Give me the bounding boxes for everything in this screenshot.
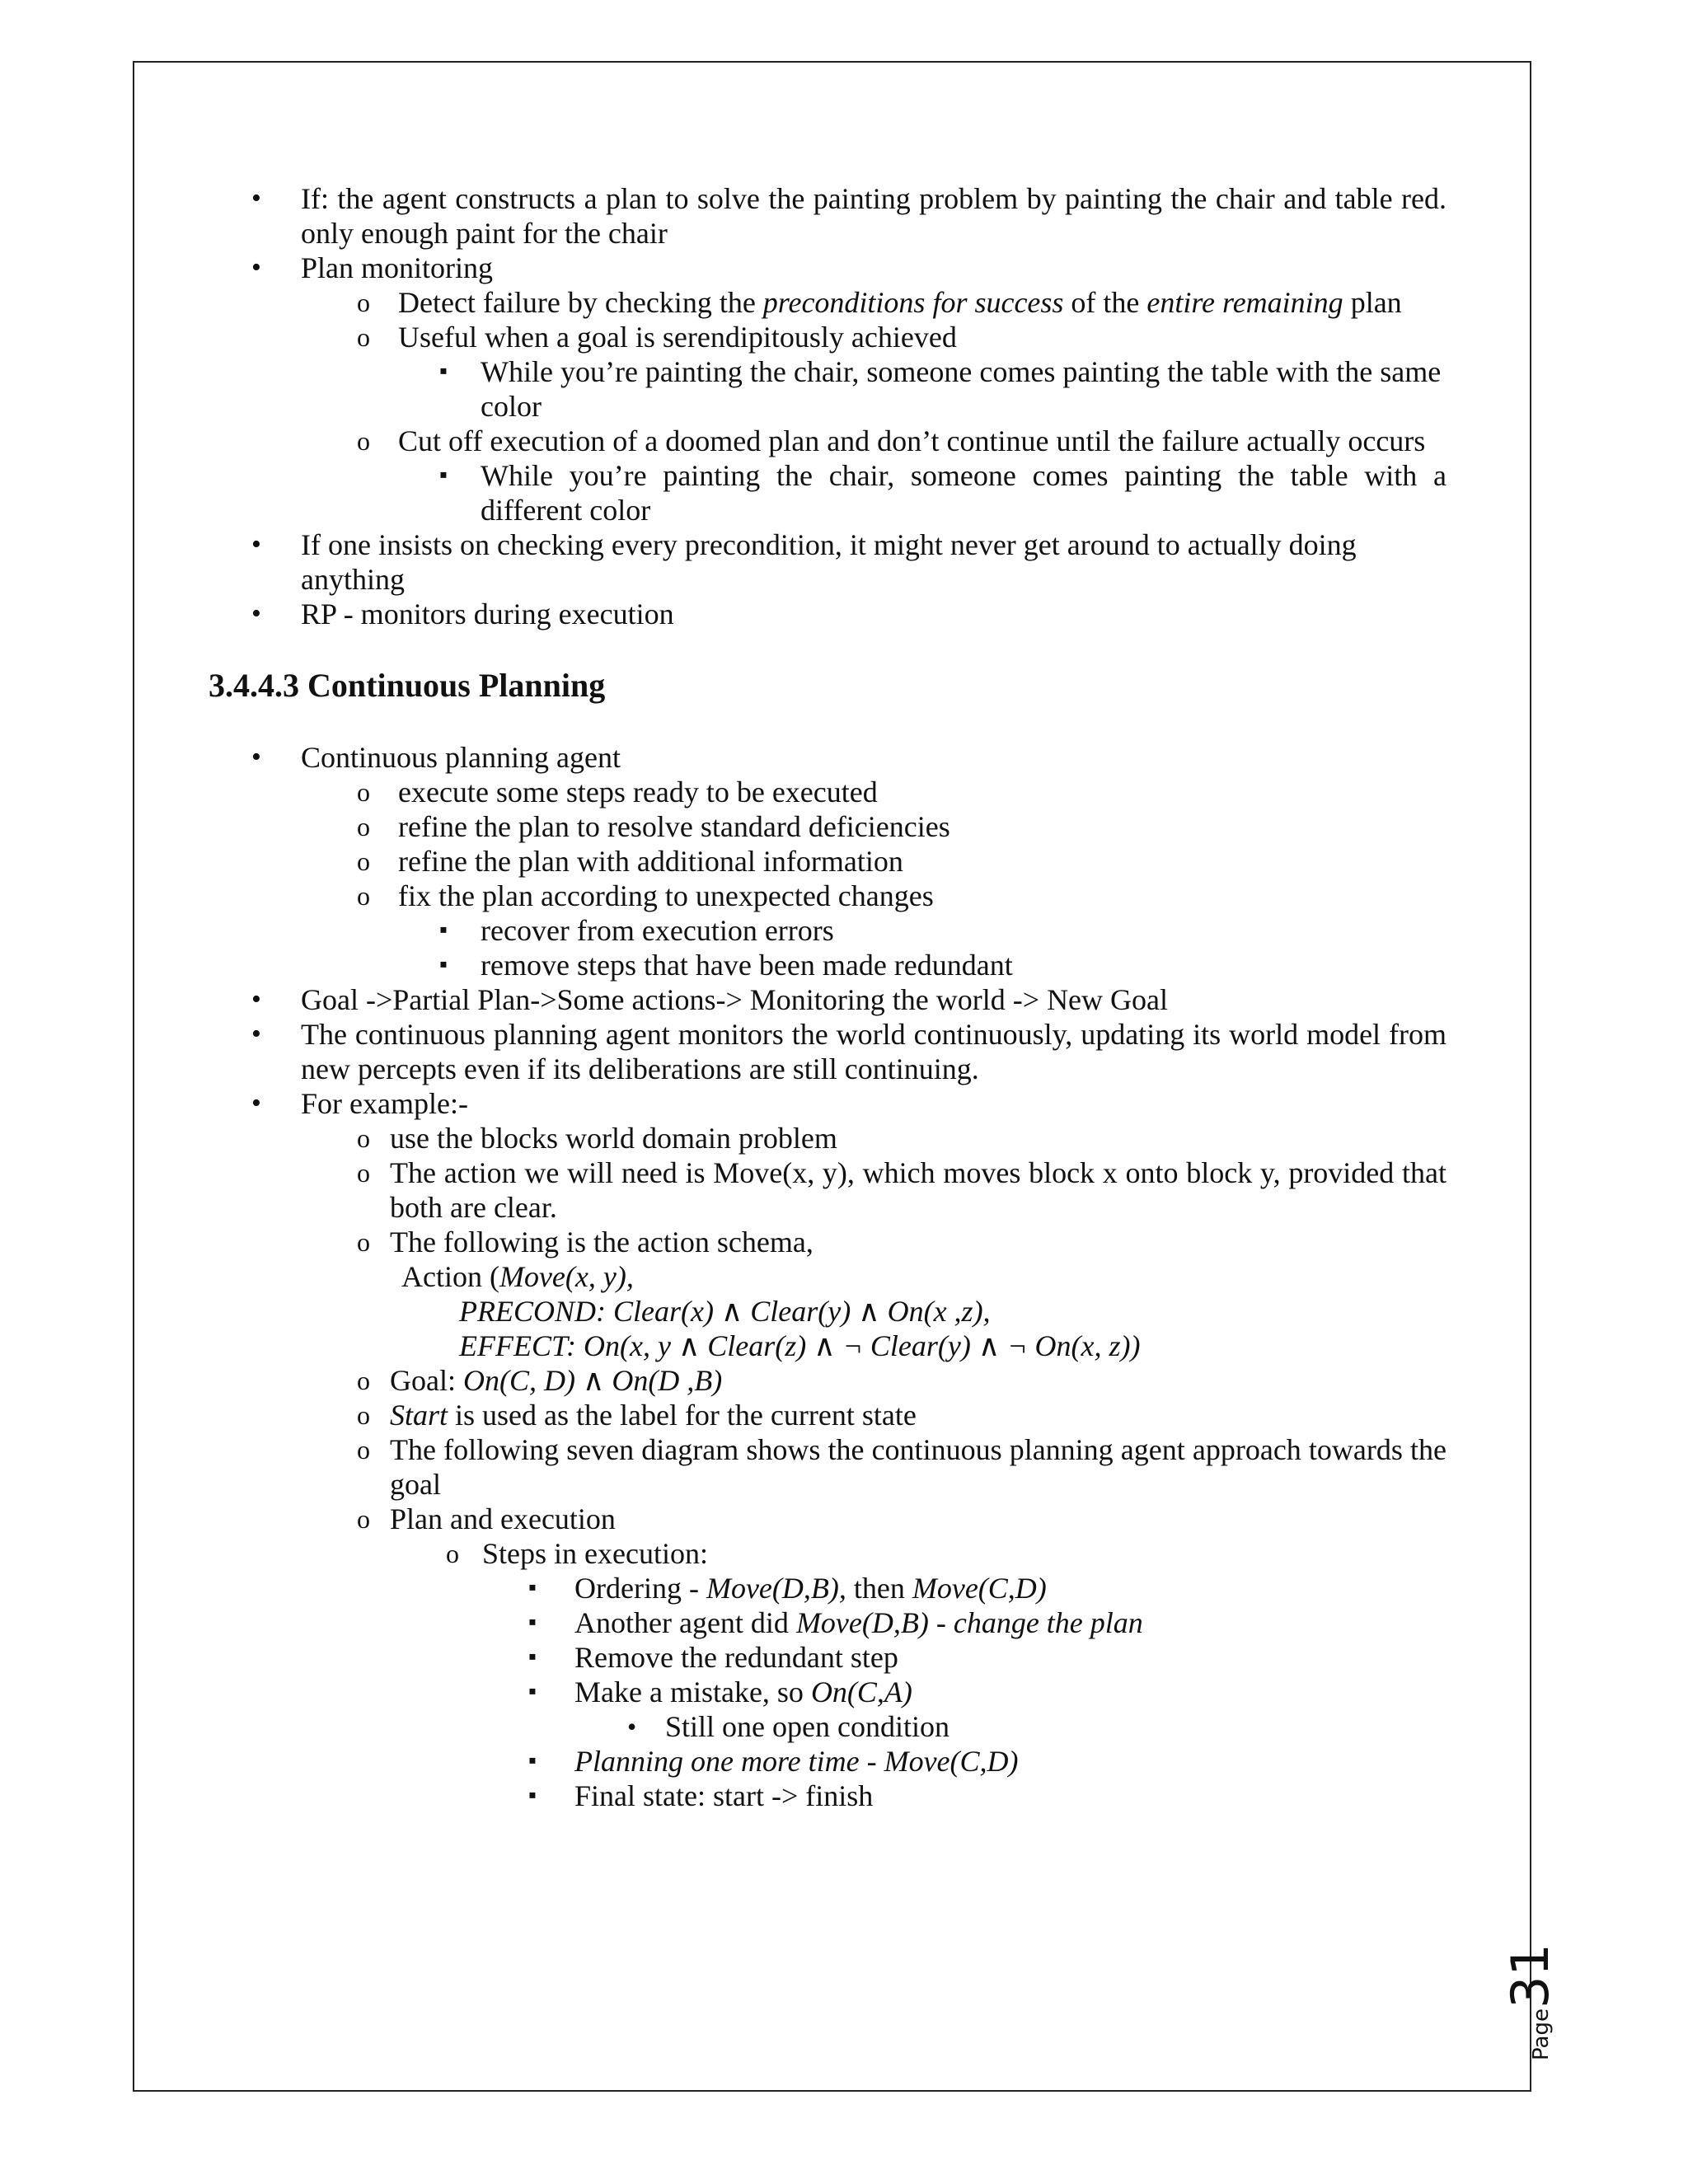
list-item-text: execute some steps ready to be executed (398, 776, 878, 808)
list-item-text: fix the plan according to unexpected changes (398, 879, 934, 912)
list-item (210, 527, 1447, 597)
list-item-text: The action we will need is Move(x, y), which moves block x onto block y, provided that both are clear. (390, 1156, 1447, 1224)
page-number (1500, 1896, 1591, 2060)
list-item (482, 1605, 1447, 1640)
list-item (301, 809, 1447, 844)
list-item (301, 775, 1447, 809)
sublist (398, 458, 1447, 527)
page-content (210, 181, 1447, 1813)
monitoring-list (210, 181, 1447, 631)
list-item (301, 320, 1447, 424)
list-item-text: of the (1063, 286, 1147, 319)
emphasis-text: entire remaining (1146, 286, 1343, 319)
list-item-text: Still one open condition (665, 1710, 950, 1743)
list-item-text: Goal ->Partial Plan->Some actions-> Monitoring the world -> New Goal (301, 983, 1169, 1016)
continuous-planning-list (210, 740, 1447, 1813)
list-item (482, 1744, 1447, 1779)
list-item (210, 181, 1447, 251)
list-item (210, 1086, 1447, 1813)
list-item-text: Another agent did (574, 1606, 796, 1639)
list-item-text: The following seven diagram shows the continuous planning agent approach towards the goal (390, 1433, 1447, 1501)
list-item-text: For example:- (301, 1087, 468, 1120)
list-item-text: Make a mistake, so (574, 1675, 811, 1708)
list-item (301, 424, 1447, 527)
example-list (301, 1121, 1447, 1813)
list-item-text: Steps in execution: (482, 1537, 708, 1570)
list-item-text: remove steps that have been made redundant (481, 949, 1013, 982)
list-item-text: then (846, 1572, 912, 1605)
list-item-text: RP - monitors during execution (301, 598, 674, 630)
emphasis-text: preconditions for success (762, 286, 1064, 319)
list-item-text: Goal: (390, 1364, 463, 1397)
emphasis-text: Move(D,B), (706, 1572, 846, 1605)
list-item-text: recover from execution errors (481, 914, 834, 947)
list-item (301, 285, 1447, 320)
sublist (574, 1709, 1447, 1744)
list-item-text: Ordering - (574, 1572, 706, 1605)
list-item (301, 1363, 1447, 1398)
list-item (482, 1675, 1447, 1744)
execution-steps-list (482, 1571, 1447, 1813)
list-item-text: The following is the action schema, (390, 1226, 814, 1258)
list-item (482, 1640, 1447, 1675)
list-item (574, 1709, 1447, 1744)
list-item-text: refine the plan with additional information (398, 845, 903, 878)
sublist (398, 354, 1447, 424)
list-item-text: is used as the label for the current state (448, 1399, 917, 1432)
list-item-text: refine the plan to resolve standard deficiencies (398, 810, 950, 843)
list-item (301, 844, 1447, 879)
effect-line (401, 1329, 1447, 1363)
list-item-text: Final state: start -> finish (574, 1779, 874, 1812)
emphasis-text: Planning one more time - Move(C,D) (574, 1745, 1019, 1778)
action-name: Move(x, y), (499, 1260, 634, 1293)
list-item (482, 1779, 1447, 1813)
list-item (301, 1225, 1447, 1363)
list-item-text: Remove the redundant step (574, 1641, 898, 1674)
sublist (398, 913, 1447, 982)
list-item (301, 1155, 1447, 1225)
list-item-text: Cut off execution of a doomed plan and don’t continue until the failure actually occurs (398, 424, 1426, 457)
list-item-text: The continuous planning agent monitors the world continuously, updating its world model from new percepts even if its deliberations are still continuing. (301, 1018, 1447, 1085)
list-item (398, 913, 1447, 948)
list-item (482, 1571, 1447, 1605)
list-item (301, 879, 1447, 982)
section-heading: 3.4.4.3 Continuous Planning (209, 667, 606, 704)
list-item (301, 1502, 1447, 1813)
plan-monitoring-sublist (301, 285, 1447, 527)
list-item (210, 740, 1447, 982)
list-item (210, 251, 1447, 527)
list-item (210, 597, 1447, 631)
list-item (301, 1121, 1447, 1155)
goal-expression: On(C, D) ∧ On(D ,B) (462, 1364, 723, 1397)
list-item-text: Plan and execution (390, 1502, 616, 1535)
list-item-text: If one insists on checking every precondition, it might never get around to actually doing anything (301, 528, 1357, 596)
emphasis-text: Start (390, 1399, 448, 1432)
list-item-text: Continuous planning agent (301, 741, 621, 774)
list-item (301, 1398, 1447, 1432)
list-item-text: plan (1343, 286, 1402, 319)
action-line (401, 1259, 1447, 1294)
list-item (301, 1432, 1447, 1502)
list-item (210, 982, 1447, 1017)
page-number-rotated (1500, 1943, 1560, 2060)
list-item-text: Plan monitoring (301, 251, 493, 284)
list-item-text: While you’re painting the chair, someone comes painting the table with the same color (481, 355, 1442, 423)
page-number-value: 31 (1500, 1943, 1560, 2009)
list-item (210, 1017, 1447, 1086)
list-item (398, 948, 1447, 982)
precond-text: PRECOND: Clear(x) ∧ Clear(y) ∧ On(x ,z), (459, 1295, 991, 1328)
emphasis-text: Move(C,D) (912, 1572, 1047, 1605)
agent-steps-list (301, 775, 1447, 982)
precond-line (401, 1294, 1447, 1329)
list-item-text: use the blocks world domain problem (390, 1122, 837, 1155)
action-schema (390, 1259, 1447, 1363)
effect-text: EFFECT: On(x, y ∧ Clear(z) ∧ ¬ Clear(y) ∧ ¬ On(x, z)) (459, 1329, 1141, 1362)
list-item (390, 1536, 1447, 1813)
emphasis-text: On(C,A) (810, 1675, 912, 1708)
page-label: Page (1529, 2008, 1554, 2060)
emphasis-text: Move(D,B) - change the plan (795, 1606, 1143, 1639)
list-item (398, 458, 1447, 527)
list-item-text: While you’re painting the chair, someone comes painting the table with a different color (481, 459, 1447, 527)
plan-execution-list (390, 1536, 1447, 1813)
list-item-text: Useful when a goal is serendipitously achieved (398, 321, 957, 354)
action-label: Action ( (401, 1260, 499, 1293)
list-item-text: Detect failure by checking the (398, 286, 763, 319)
list-item (398, 354, 1447, 424)
list-item-text: If: the agent constructs a plan to solve the painting problem by painting the chair and table red. only enough paint for the chair (301, 182, 1447, 250)
